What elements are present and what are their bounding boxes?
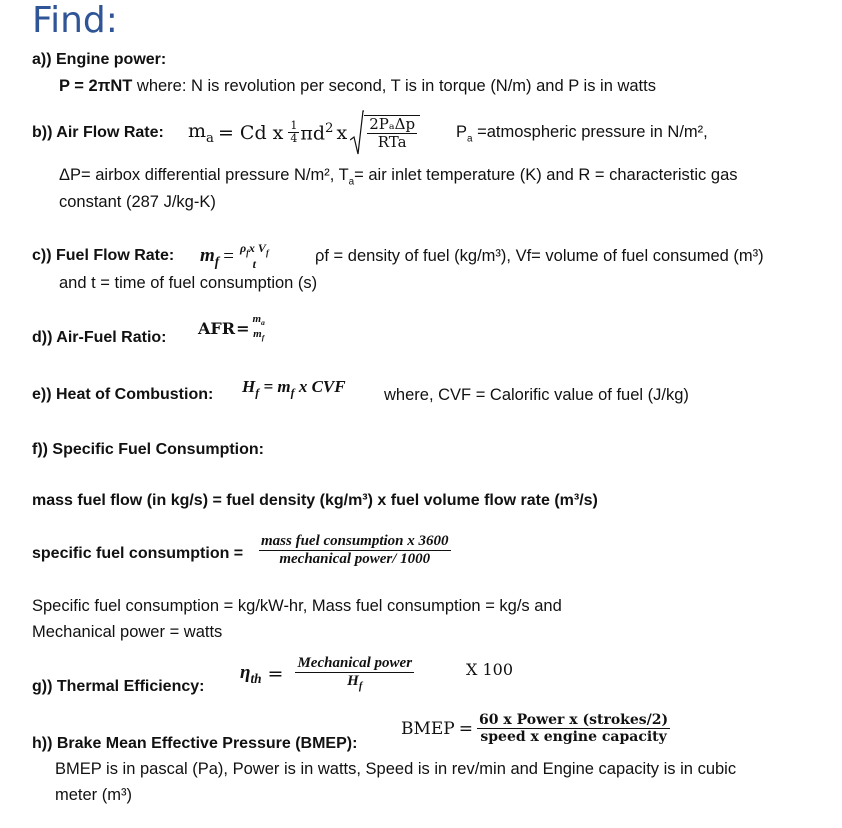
heat-combustion-formula: $H_f = m_f$ x CVF (242, 377, 346, 400)
air-flow-heading: b)) Air Flow Rate: (32, 124, 164, 141)
bmep-units-line2: meter (m³) (55, 786, 132, 804)
fuel-flow-lhs: $m_f$ (200, 244, 220, 269)
thermal-eff-formula: $\eta_{th}$ = $\frac{\text{Mechanical power}}{H_f}$ (240, 655, 413, 692)
afr-formula: AFR = $m_a$ $m_f$ (198, 313, 265, 342)
air-flow-line3: constant (287 J/kg-K) (59, 193, 216, 211)
fuel-flow-line2: and t = time of fuel consumption (s) (59, 274, 318, 292)
heat-combustion-heading: e)) Heat of Combustion: (32, 386, 214, 403)
sfc-units-line2: Mechanical power = watts (32, 623, 223, 641)
air-fuel-heading: d)) Air-Fuel Ratio: (32, 329, 167, 346)
bmep-denominator: speed x engine capacity (480, 729, 667, 746)
sfc-label: specific fuel consumption = (32, 545, 244, 562)
engine-power-formula: P = 2πNT (59, 77, 133, 95)
pi-d-squared: $\pi d^2$ (300, 121, 334, 145)
sqrt-numerator: 2PₐΔp (369, 115, 416, 134)
thermal-eff-numerator: Mechanical power (297, 655, 413, 672)
quarter-fraction: $\frac{1}{4}$ (290, 119, 298, 146)
engine-power-line (59, 77, 656, 96)
sfc-fraction (259, 533, 451, 568)
heat-combustion-desc: where, CVF = Calorific value of fuel (J/kg) (384, 386, 689, 404)
sqrt-denominator: RTa (377, 132, 407, 151)
air-flow-line2: ΔP= airbox differential pressure N/m², $T_a=$ air inlet temperature (K) and R = characteristic gas (59, 166, 738, 188)
thermal-eff-heading: g)) Thermal Efficiency: (32, 678, 205, 695)
pa-definition: $P_a$ =atmospheric pressure in N/m², (456, 123, 708, 145)
sfc-heading: f)) Specific Fuel Consumption: (32, 441, 264, 458)
bmep-numerator: 60 x Power x (strokes/2) (479, 711, 669, 728)
times-sign: x (336, 122, 348, 144)
air-flow-formula (188, 108, 420, 158)
sfc-numerator: mass fuel consumption x 3600 (261, 533, 449, 549)
engine-power-heading: a)) Engine power: (32, 51, 167, 68)
bmep-units-line1: BMEP is in pascal (Pa), Power is in watts, Speed is in rev/min and Engine capacity is in cubic (55, 760, 737, 778)
fuel-flow-formula: $m_f$ = $\rho_fx$ $V_f$ t (200, 241, 269, 271)
mass-fuel-flow-line: mass fuel flow (in kg/s) = fuel density (kg/m³) x fuel volume flow rate (m³/s) (32, 492, 598, 509)
fuel-flow-fraction: $\rho_fx$ $V_f$ t (239, 241, 269, 271)
times-100: X 100 (466, 660, 514, 679)
engine-power-desc: where: N is revolution per second, T is in torque (N/m) and P is in watts (132, 77, 656, 95)
fuel-flow-desc: ρf = density of fuel (kg/m³), Vf= volume of fuel consumed (m³) (315, 247, 764, 265)
page-title: Find: (32, 0, 118, 41)
air-flow-eq: = Cd x (217, 122, 284, 144)
bmep-heading: h)) Brake Mean Effective Pressure (BMEP): (32, 735, 358, 752)
sfc-denominator: mechanical power/ 1000 (279, 550, 431, 567)
thermal-eff-denominator: $H_f$ (347, 672, 363, 692)
sqrt-icon (350, 110, 364, 156)
sfc-units-line1: Specific fuel consumption = kg/kW-hr, Mass fuel consumption = kg/s and (32, 597, 562, 615)
sqrt-expression (350, 110, 420, 156)
air-flow-lhs: $m_a$ (188, 120, 214, 146)
bmep-formula: BMEP = $\frac{\text{60 x Power x (strokes/2)}}{\text{speed x engine capacity}}$ (401, 711, 669, 746)
fuel-flow-heading: c)) Fuel Flow Rate: (32, 247, 175, 264)
